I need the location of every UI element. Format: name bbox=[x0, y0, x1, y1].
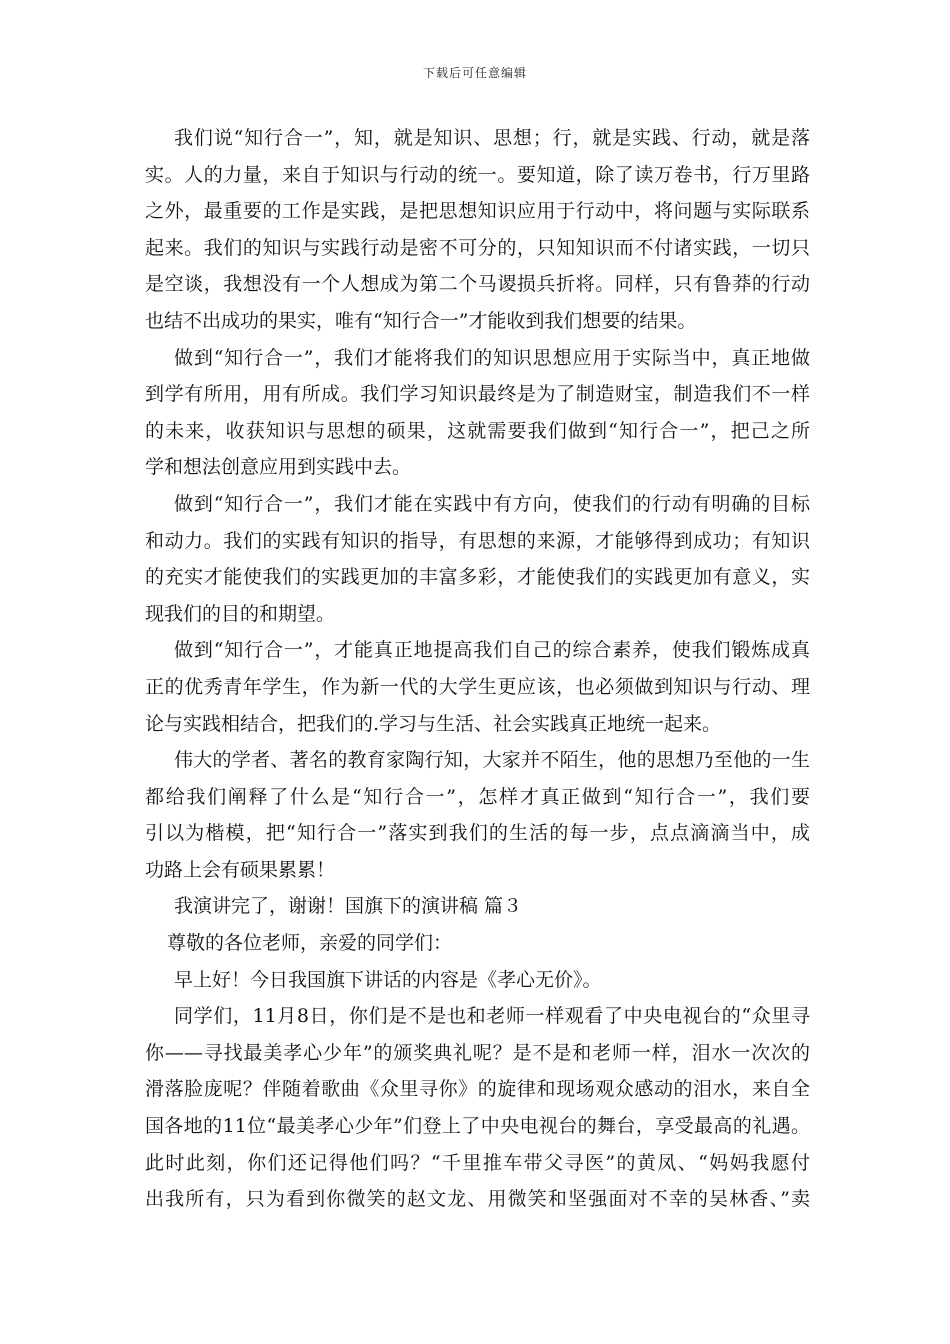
text-line: 学和想法创意应用到实践中去。 bbox=[145, 456, 412, 479]
text-line: 你——寻找最美孝心少年”的颁奖典礼呢？是不是和老师一样，泪水一次次的 bbox=[145, 1041, 810, 1064]
text-line: 也结不出成功的果实，唯有“知行合一”才能收到我们想要的结果。 bbox=[145, 309, 697, 332]
text-line: 伟大的学者、著名的教育家陶行知，大家并不陌生，他的思想乃至他的一生 bbox=[174, 749, 810, 772]
page-header: 下载后可任意编辑 bbox=[422, 66, 527, 80]
text-line: 现我们的目的和期望。 bbox=[145, 602, 336, 625]
text-line: 国各地的11位“最美孝心少年”们登上了中央电视台的舞台，享受最高的礼遇。 bbox=[145, 1115, 810, 1138]
text-line: 之外，最重要的工作是实践，是把思想知识应用于行动中，将问题与实际联系 bbox=[145, 200, 810, 223]
text-line: 我演讲完了，谢谢！国旗下的演讲稿 篇３ bbox=[174, 895, 523, 918]
text-line: 做到“知行合一”，我们才能将我们的知识思想应用于实际当中，真正地做 bbox=[174, 346, 810, 369]
text-line: 做到“知行合一”，才能真正地提高我们自己的综合素养，使我们锻炼成真 bbox=[174, 639, 810, 662]
text-line: 引以为楷模，把“知行合一”落实到我们的生活的每一步，点点滴滴当中，成 bbox=[145, 822, 810, 845]
body-text bbox=[145, 120, 810, 1218]
text-line: 到学有所用，用有所成。我们学习知识最终是为了制造财宝，制造我们不一样 bbox=[145, 383, 810, 406]
text-line: 的充实才能使我们的实践更加的丰富多彩，才能使我们的实践更加有意义，实 bbox=[145, 566, 810, 589]
text-line: 都给我们阐释了什么是“知行合一”，怎样才真正做到“知行合一”，我们要 bbox=[145, 785, 810, 808]
text-line: 起来。我们的知识与实践行动是密不可分的，只知知识而不付诸实践，一切只 bbox=[145, 236, 810, 259]
text-line: 出我所有，只为看到你微笑的赵文龙、用微笑和坚强面对不幸的吴林香、”卖 bbox=[145, 1188, 810, 1211]
text-line: 功路上会有硕果累累！ bbox=[145, 858, 336, 881]
text-line: 此时此刻，你们还记得他们吗？“千里推车带父寻医”的黄凤、“妈妈我愿付 bbox=[145, 1151, 810, 1174]
text-line: 论与实践相结合，把我们的.学习与生活、社会实践真正地统一起来。 bbox=[145, 712, 722, 735]
text-line: 实。人的力量，来自于知识与行动的统一。要知道，除了读万卷书，行万里路 bbox=[145, 163, 810, 186]
text-line: 是空谈，我想没有一个人想成为第二个马谡损兵折将。同样，只有鲁莽的行动 bbox=[145, 273, 810, 296]
text-line: 和动力。我们的实践有知识的指导，有思想的来源，才能够得到成功；有知识 bbox=[145, 529, 810, 552]
text-line: 的未来，收获知识与思想的硕果，这就需要我们做到“知行合一”，把己之所 bbox=[145, 419, 810, 442]
text-line: 正的优秀青年学生，作为新一代的大学生更应该，也必须做到知识与行动、理 bbox=[145, 675, 810, 698]
text-line: 滑落脸庞呢？伴随着歌曲《众里寻你》的旋律和现场观众感动的泪水，来自全 bbox=[145, 1078, 810, 1101]
text-line: 早上好！今日我国旗下讲话的内容是《孝心无价》。 bbox=[174, 968, 602, 991]
text-line: 尊敬的各位老师，亲爱的同学们： bbox=[167, 932, 453, 955]
text-line: 我们说“知行合一”，知，就是知识、思想；行，就是实践、行动，就是落 bbox=[174, 127, 810, 149]
text-line: 同学们，11月8日，你们是不是也和老师一样观看了中央电视台的“众里寻 bbox=[174, 1005, 810, 1028]
text-line: 做到“知行合一”，我们才能在实践中有方向，使我们的行动有明确的目标 bbox=[174, 492, 810, 515]
